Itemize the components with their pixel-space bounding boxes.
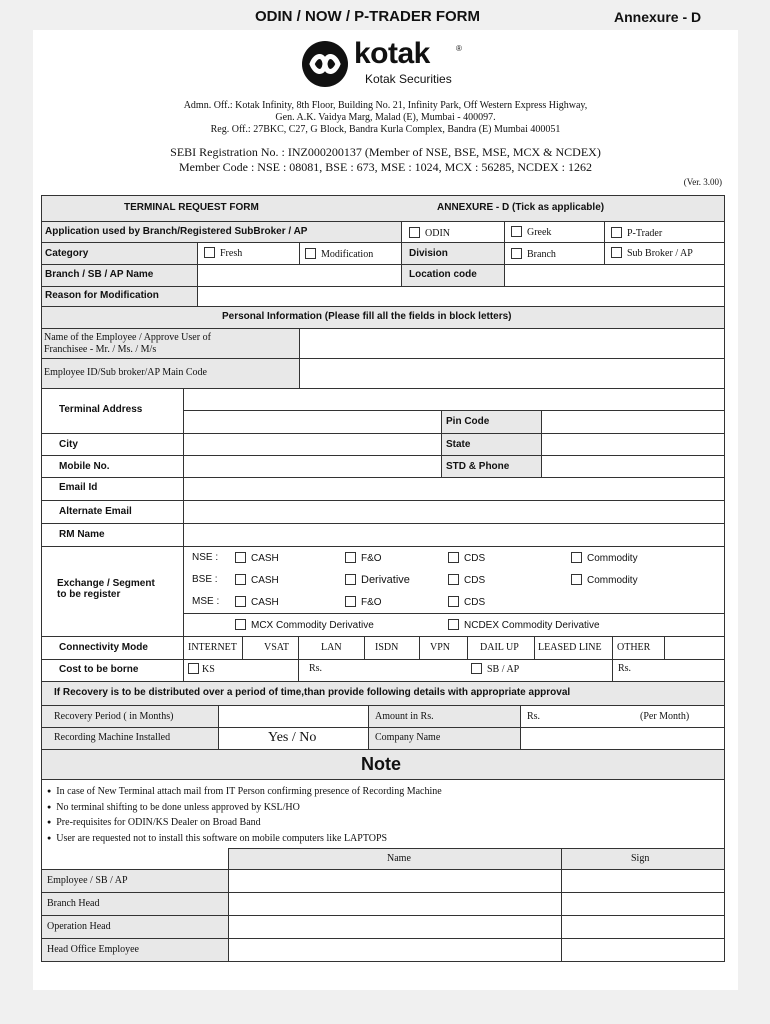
annexure-label: Annexure - D [614,9,702,25]
conn-dial-up[interactable]: DAIL UP [480,642,519,653]
yes-no-option[interactable]: Yes / No [268,730,317,745]
version-label: (Ver. 3.00) [683,177,722,187]
kotak-logo-icon [302,41,348,87]
option-fresh[interactable]: Fresh [204,247,242,260]
option-modification[interactable]: Modification [305,248,373,261]
employee-name-label-1: Name of the Employee / Approve User of [44,332,211,343]
conn-isdn[interactable]: ISDN [375,642,399,653]
nse-commodity[interactable]: Commodity [571,552,638,565]
terminal-request-heading: TERMINAL REQUEST FORM [124,202,259,213]
bse-derivative[interactable]: Derivative [345,574,410,586]
sig-row-operation-head: Operation Head [47,921,111,932]
cost-sb-rs: Rs. [618,663,632,674]
note-item: ● In case of New Terminal attach mail from IT Person confirming presence of Recording Machine [47,784,442,800]
exchange-label-1: Exchange / Segment [57,578,155,589]
checkbox[interactable] [448,619,459,630]
conn-vsat[interactable]: VSAT [264,642,290,653]
checkbox[interactable] [471,663,482,674]
conn-internet[interactable]: INTERNET [188,642,237,653]
company-name-label: Company Name [375,732,441,743]
option-sub-broker[interactable]: Sub Broker / AP [611,247,693,260]
logo-subtitle: Kotak Securities [365,72,452,86]
nse-label: NSE : [192,552,219,563]
note-item: ● User are requested not to install this software on mobile computers like LAPTOPS [47,831,442,847]
conn-leased-line[interactable]: LEASED LINE [538,642,602,653]
conn-other[interactable]: OTHER [617,642,651,653]
checkbox[interactable] [511,248,522,259]
mobile-label: Mobile No. [59,461,110,472]
checkbox[interactable] [448,596,459,607]
kotak-logo [302,37,472,87]
note-title: Note [361,754,401,774]
email-label: Email Id [59,482,98,493]
personal-info-heading: Personal Information (Please fill all the fields in block letters) [222,311,512,322]
note-item: ● Pre-requisites for ODIN/KS Dealer on Broad Band [47,815,442,831]
checkbox[interactable] [345,596,356,607]
amount-label: Amount in Rs. [375,711,434,722]
checkbox[interactable] [235,552,246,563]
mse-cds[interactable]: CDS [448,596,485,609]
note-item: ● No terminal shifting to be done unless approved by KSL/HO [47,800,442,816]
sig-row-branch-head: Branch Head [47,898,100,909]
app-used-by-label: Application used by Branch/Registered SubBroker / AP [45,226,308,237]
connectivity-label: Connectivity Mode [59,642,148,653]
cost-borne-label: Cost to be borne [59,664,139,675]
cost-ks-rs: Rs. [309,663,323,674]
employee-name-label-2: Franchisee - Mr. / Ms. / M/s [44,344,157,355]
division-label: Division [409,248,448,259]
sign-column-header: Sign [631,853,650,864]
amount-rs: Rs. [527,711,541,722]
employee-id-label: Employee ID/Sub broker/AP Main Code [44,367,207,378]
checkbox[interactable] [305,248,316,259]
bse-label: BSE : [192,574,218,585]
option-odin[interactable]: ODIN [409,227,450,240]
checkbox[interactable] [235,596,246,607]
reason-label: Reason for Modification [45,290,159,301]
city-label: City [59,439,78,450]
conn-vpn[interactable]: VPN [430,642,451,653]
checkbox[interactable] [188,663,199,674]
mse-fo[interactable]: F&O [345,596,382,609]
checkbox[interactable] [571,574,582,585]
checkbox[interactable] [448,552,459,563]
logo-reg-mark: ® [456,44,462,53]
checkbox[interactable] [571,552,582,563]
address-line-3: Reg. Off.: 27BKC, C27, G Block, Bandra Kurla Complex, Bandra (E) Mumbai 400051 [210,124,561,135]
checkbox[interactable] [235,619,246,630]
rm-name-label: RM Name [59,529,105,540]
member-code: Member Code : NSE : 08081, BSE : 673, MSE : 1024, MCX : 56285, NCDEX : 1262 [178,160,592,174]
mcx-commodity[interactable]: MCX Commodity Derivative [235,619,374,632]
mse-label: MSE : [192,596,220,607]
branch-name-label: Branch / SB / AP Name [45,269,154,280]
sebi-registration: SEBI Registration No. : INZ000200137 (Member of NSE, BSE, MSE, MCX & NCDEX) [170,145,601,159]
terminal-address-label: Terminal Address [59,404,143,415]
checkbox[interactable] [235,574,246,585]
nse-fo[interactable]: F&O [345,552,382,565]
ncdex-commodity[interactable]: NCDEX Commodity Derivative [448,619,600,632]
bse-cash[interactable]: CASH [235,574,279,587]
recovery-period-label: Recovery Period ( in Months) [54,711,174,722]
option-branch[interactable]: Branch [511,248,556,261]
mse-cash[interactable]: CASH [235,596,279,609]
checkbox[interactable] [409,227,420,238]
sig-row-head-office: Head Office Employee [47,944,139,955]
checkbox[interactable] [345,574,356,585]
annexure-tick-heading: ANNEXURE - D (Tick as applicable) [437,202,605,213]
recording-machine-label: Recording Machine Installed [54,732,171,743]
sig-row-employee: Employee / SB / AP [47,875,128,886]
checkbox[interactable] [611,247,622,258]
nse-cash[interactable]: CASH [235,552,279,565]
option-greek[interactable]: Greek [511,226,551,239]
name-column-header: Name [387,853,411,864]
pin-code-label: Pin Code [446,416,490,427]
nse-cds[interactable]: CDS [448,552,485,565]
per-month-label: (Per Month) [640,711,690,722]
checkbox[interactable] [611,227,622,238]
bse-commodity[interactable]: Commodity [571,574,638,587]
note-list [47,784,442,846]
cost-sb-ap[interactable]: SB / AP [471,663,519,676]
address-line-1: Admn. Off.: Kotak Infinity, 8th Floor, Building No. 21, Infinity Park, Off Western Express Highway, [183,100,588,111]
form-title: ODIN / NOW / P-TRADER FORM [255,8,480,25]
cost-ks[interactable]: KS [188,663,215,676]
conn-lan[interactable]: LAN [321,642,342,653]
category-label: Category [45,248,89,259]
checkbox[interactable] [345,552,356,563]
std-phone-label: STD & Phone [446,461,510,472]
location-code-label: Location code [409,269,477,280]
checkbox[interactable] [204,247,215,258]
alt-email-label: Alternate Email [59,506,132,517]
logo-word: kotak [354,37,430,70]
recovery-heading: If Recovery is to be distributed over a period of time,than provide following details with appropriate approval [54,687,571,698]
exchange-label-2: to be register [57,589,121,600]
option-p-trader[interactable]: P-Trader [611,227,662,240]
bse-cds[interactable]: CDS [448,574,485,587]
address-line-2: Gen. A.K. Vaidya Marg, Malad (E), Mumbai - 400097. [275,112,496,123]
state-label: State [446,439,471,450]
checkbox[interactable] [511,226,522,237]
checkbox[interactable] [448,574,459,585]
